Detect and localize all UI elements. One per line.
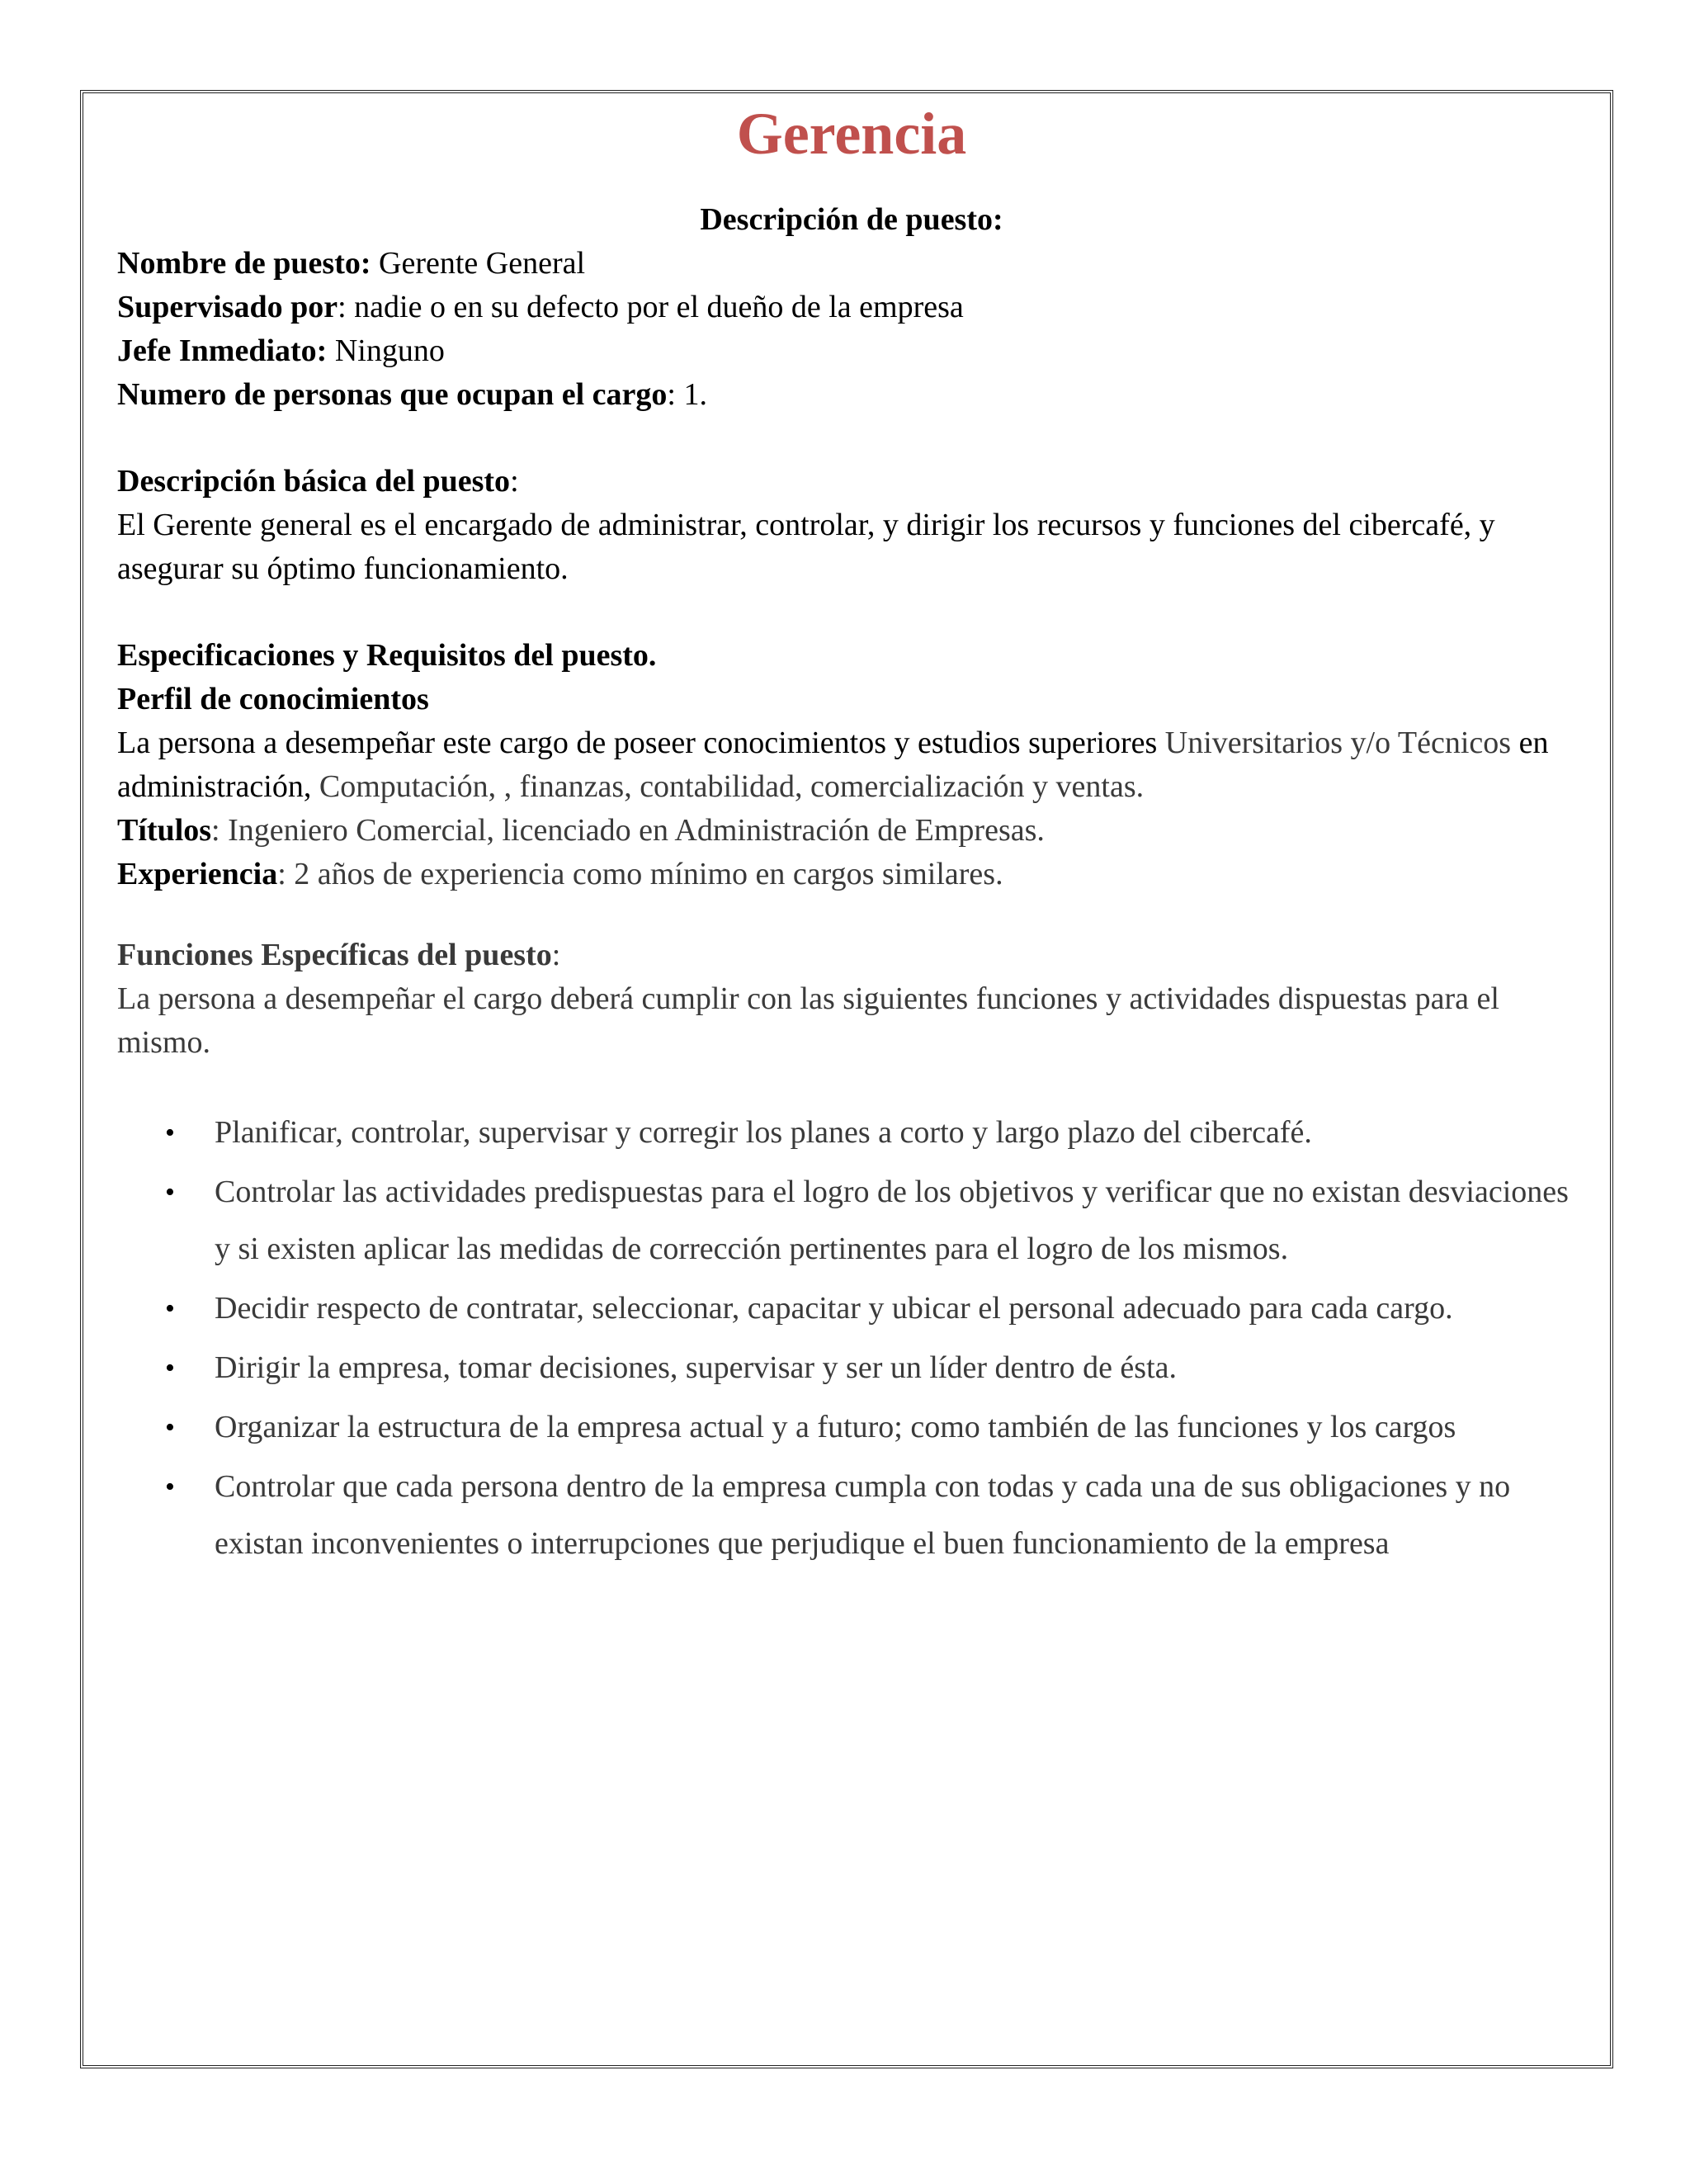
supervisado-line — [117, 286, 1586, 329]
experiencia-value: : 2 años de experiencia como mínimo en cargos similares. — [277, 857, 1003, 891]
perfil-text-part-3: en administración, — [117, 726, 1549, 804]
funciones-intro: La persona a desempeñar el cargo deberá cumplir con las siguientes funciones y actividades dispuestas para el mismo. — [117, 981, 1499, 1060]
numero-line — [117, 373, 1586, 417]
numero-label: Numero de personas que ocupan el cargo — [117, 377, 668, 412]
list-item — [117, 1104, 1586, 1161]
funciones-heading — [117, 934, 1586, 977]
list-item-text: Controlar las actividades predispuestas para el logro de los objetivos y verificar que no existan desviaciones y si existen aplicar las medidas de corrección pertinentes para el logro de los mismos. — [215, 1175, 1569, 1266]
funciones-label: Funciones Específicas del puesto — [117, 938, 552, 972]
supervisado-value: : nadie o en su defecto por el dueño de la empresa — [338, 290, 964, 324]
perfil-text-part-1: La persona a desempeñar este cargo de poseer conocimientos y estudios superiores — [117, 726, 1158, 760]
perfil-text-part-4: Computación, , finanzas, contabilidad, comercialización y ventas. — [311, 769, 1145, 804]
list-item — [117, 1399, 1586, 1456]
jefe-value: Ninguno — [327, 333, 445, 368]
list-item — [117, 1280, 1586, 1337]
list-item — [117, 1164, 1586, 1278]
list-item — [117, 1340, 1586, 1397]
nombre-puesto-line — [117, 242, 1586, 286]
bullet-icon: • — [165, 1353, 175, 1383]
experiencia-label: Experiencia — [117, 857, 278, 891]
perfil-heading: Perfil de conocimientos — [117, 682, 429, 716]
jefe-label: Jefe Inmediato: — [117, 333, 328, 368]
list-item-text: Organizar la estructura de la empresa actual y a futuro; como también de las funciones y los cargos — [215, 1410, 1456, 1444]
bullet-icon: • — [165, 1412, 175, 1443]
list-item-text: Dirigir la empresa, tomar decisiones, supervisar y ser un líder dentro de ésta. — [215, 1350, 1178, 1385]
descripcion-basica-suffix: : — [510, 464, 519, 499]
list-item — [117, 1458, 1586, 1572]
titulos-line — [117, 809, 1586, 853]
funciones-suffix: : — [551, 938, 561, 972]
descripcion-basica-heading — [117, 460, 1586, 503]
list-item-text: Decidir respecto de contratar, seleccionar, capacitar y ubicar el personal adecuado para cada cargo. — [215, 1291, 1453, 1326]
bullet-icon: • — [165, 1293, 175, 1324]
experiencia-line — [117, 853, 1586, 896]
perfil-text-part-2: Universitarios y/o Técnicos — [1157, 726, 1512, 760]
especificaciones-heading: Especificaciones y Requisitos del puesto. — [117, 638, 657, 673]
numero-value: : 1. — [667, 377, 707, 412]
list-item-text: Controlar que cada persona dentro de la empresa cumpla con todas y cada una de sus obligaciones y no existan inconvenientes o interrupciones que perjudique el buen funcionamiento de la empresa — [215, 1469, 1511, 1561]
list-item-text: Planificar, controlar, supervisar y corregir los planes a corto y largo plazo del cibercafé. — [215, 1115, 1312, 1150]
perfil-text — [117, 721, 1586, 809]
titulos-label: Títulos — [117, 813, 212, 848]
titulos-value: : Ingeniero Comercial, licenciado en Administración de Empresas. — [211, 813, 1045, 848]
descripcion-basica-label: Descripción básica del puesto — [117, 464, 511, 499]
document-content — [117, 99, 1586, 1575]
nombre-puesto-label: Nombre de puesto: — [117, 246, 371, 281]
nombre-puesto-value: Gerente General — [371, 246, 586, 281]
section-subtitle: Descripción de puesto: — [700, 202, 1003, 237]
bullet-icon: • — [165, 1472, 175, 1502]
bullet-icon: • — [165, 1118, 175, 1148]
descripcion-basica-text: El Gerente general es el encargado de administrar, controlar, y dirigir los recursos y funciones del cibercafé, y asegurar su óptimo funcionamiento. — [117, 508, 1495, 586]
jefe-line — [117, 329, 1586, 373]
funciones-list — [117, 1104, 1586, 1572]
supervisado-label: Supervisado por — [117, 290, 338, 324]
bullet-icon: • — [165, 1177, 175, 1208]
page-title: Gerencia — [736, 101, 967, 167]
